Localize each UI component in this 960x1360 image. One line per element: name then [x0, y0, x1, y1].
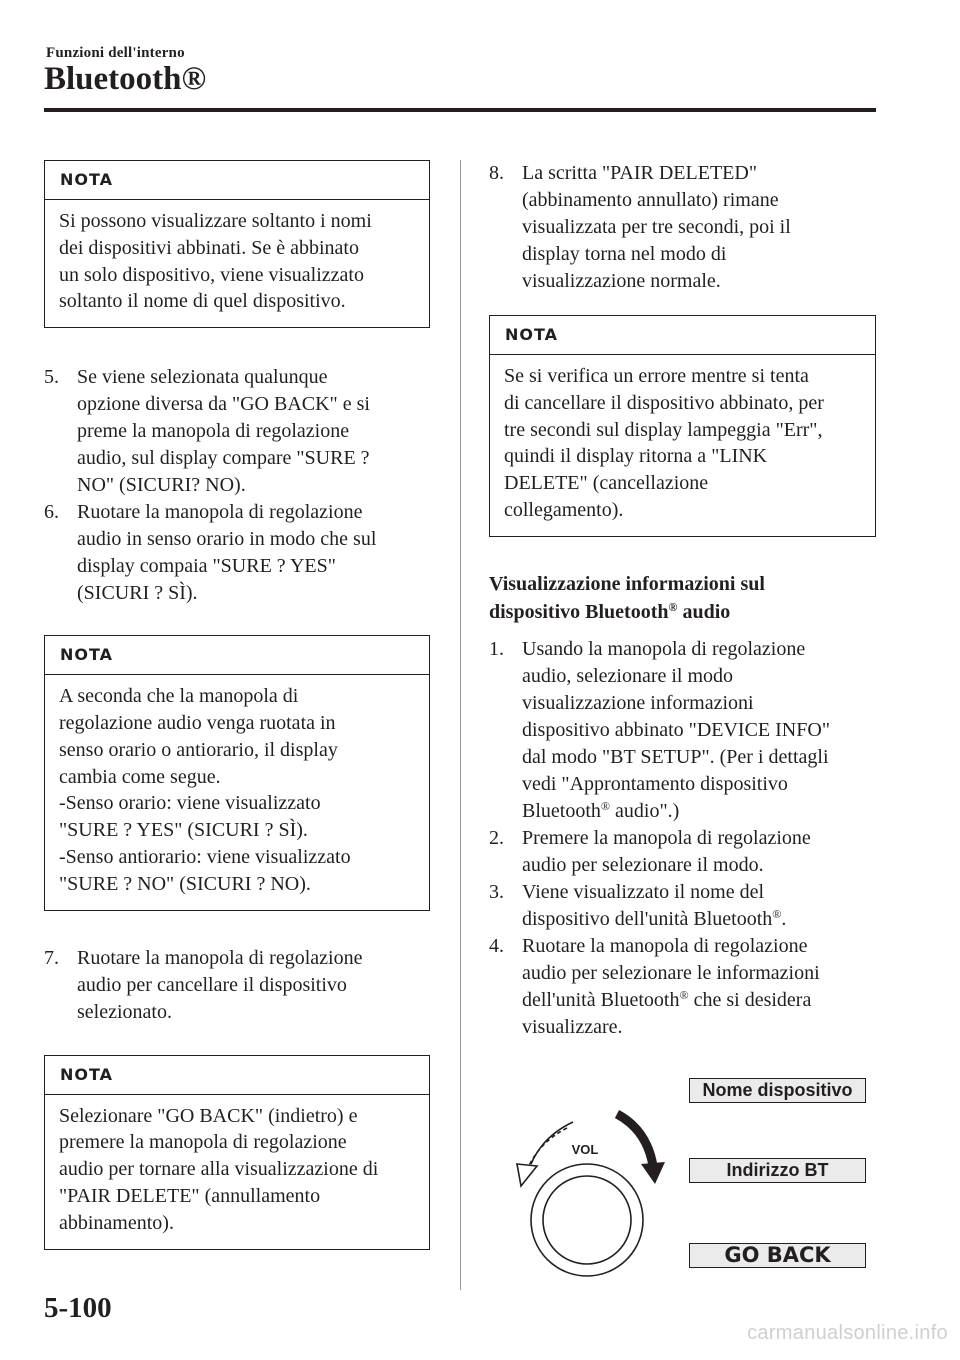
- step-line: Premere la manopola di regolazione: [522, 826, 811, 849]
- step-line: dispositivo abbinato "DEVICE INFO": [522, 718, 830, 741]
- note-line: DELETE" (cancellazione: [504, 472, 709, 495]
- note-line: senso orario o antiorario, il display: [59, 738, 338, 761]
- note-body: [490, 355, 875, 536]
- step-line: opzione diversa da "GO BACK" e si: [77, 393, 370, 416]
- step-line: audio, selezionare il modo: [522, 664, 734, 687]
- column-divider: [460, 160, 461, 1290]
- note-box: [44, 1055, 430, 1250]
- subheading-line: Visualizzazione informazioni sul: [489, 572, 765, 595]
- step-line: selezionato.: [77, 1000, 172, 1023]
- step-line: NO" (SICURI? NO).: [77, 474, 246, 497]
- subheading: [489, 570, 876, 626]
- note-line: premere la manopola di regolazione: [59, 1131, 347, 1154]
- display-bt-address: Indirizzo BT: [689, 1158, 866, 1183]
- note-line: tre secondi sul display lampeggia "Err",: [504, 418, 823, 441]
- note-line: dei dispositivi abbinati. Se è abbinato: [59, 236, 359, 259]
- step-number: 8.: [489, 162, 504, 184]
- display-go-back: GO BACK: [689, 1243, 866, 1268]
- ccw-arrowhead-icon: [517, 1164, 537, 1186]
- note-line: Selezionare "GO BACK" (indietro) e: [59, 1104, 358, 1127]
- note-heading: NOTA: [45, 636, 429, 675]
- step-line: visualizzata per tre secondi, poi il: [522, 216, 791, 238]
- left-column: [44, 160, 430, 1250]
- note-line: cambia come segue.: [59, 765, 221, 788]
- note-body: [45, 1095, 429, 1249]
- step-number: 6.: [44, 501, 59, 524]
- knob-inner-cap: [543, 1176, 631, 1264]
- note-heading: NOTA: [45, 161, 429, 200]
- note-line: audio per tornare alla visualizzazione di: [59, 1158, 379, 1181]
- note-line: regolazione audio venga ruotata in: [59, 711, 336, 734]
- step-list: [44, 364, 430, 607]
- step-line: dal modo "BT SETUP". (Per i dettagli: [522, 745, 829, 768]
- step-line: visualizzazione normale.: [522, 270, 721, 292]
- step-line: audio per cancellare il dispositivo: [77, 973, 347, 996]
- header-rule: [44, 108, 876, 112]
- note-line: collegamento).: [504, 498, 624, 521]
- step-8: [489, 160, 876, 295]
- note-heading: NOTA: [490, 316, 875, 355]
- vol-knob-drawing: [507, 1106, 667, 1286]
- display-device-name: Nome dispositivo: [689, 1078, 866, 1103]
- step-3: [489, 879, 876, 933]
- step-number: 4.: [489, 934, 504, 957]
- watermark: carmanualsonline.info: [747, 1322, 948, 1344]
- step-5: [44, 364, 430, 499]
- note-line: "SURE ? YES" (SICURI ? SÌ).: [59, 819, 308, 842]
- step-line: Viene visualizzato il nome del: [522, 880, 765, 903]
- step-number: 7.: [44, 946, 59, 969]
- step-line: audio in senso orario in modo che sul: [77, 528, 377, 551]
- note-line: A seconda che la manopola di: [59, 685, 299, 708]
- step-line: Bluetooth® audio".): [522, 798, 680, 822]
- note-box: [44, 635, 430, 910]
- step-line: (SICURI ? SÌ).: [77, 582, 198, 605]
- step-6: [44, 499, 430, 607]
- step-line: Ruotare la manopola di regolazione: [522, 934, 808, 957]
- note-line: -Senso orario: viene visualizzato: [59, 792, 321, 815]
- step-list: [489, 636, 876, 1041]
- step-line: visualizzazione informazioni: [522, 691, 754, 714]
- cw-arrow-icon: [617, 1114, 653, 1166]
- note-line: -Senso antiorario: viene visualizzato: [59, 845, 351, 868]
- step-line: audio, sul display compare "SURE ?: [77, 447, 370, 470]
- ccw-arrow-icon: [527, 1128, 567, 1170]
- step-line: display compaia "SURE ? YES": [77, 555, 336, 578]
- note-line: quindi il display ritorna a "LINK: [504, 445, 768, 468]
- page-number: 5-100: [44, 1292, 112, 1324]
- step-line: visualizzare.: [522, 1015, 623, 1038]
- note-line: "SURE ? NO" (SICURI ? NO).: [59, 872, 311, 895]
- step-number: 5.: [44, 366, 59, 389]
- step-2: [489, 825, 876, 879]
- note-body: [45, 200, 429, 327]
- step-4: [489, 933, 876, 1041]
- step-1: [489, 636, 876, 825]
- vol-knob: [507, 1106, 667, 1286]
- step-7: [44, 945, 430, 1026]
- step-line: vedi "Approntamento dispositivo: [522, 772, 788, 795]
- step-line: dell'unità Bluetooth® che si desidera: [522, 987, 812, 1011]
- step-line: dispositivo dell'unità Bluetooth®.: [522, 906, 787, 930]
- vol-label: VOL: [571, 1141, 599, 1157]
- step-number: 3.: [489, 880, 504, 903]
- step-line: Ruotare la manopola di regolazione: [77, 946, 363, 969]
- page-title: Bluetooth®: [44, 61, 207, 97]
- note-line: Si possono visualizzare soltanto i nomi: [59, 210, 372, 232]
- vol-knob-figure: [489, 1078, 876, 1278]
- note-box: [44, 160, 430, 328]
- note-body: [45, 675, 429, 909]
- step-number: 2.: [489, 826, 504, 849]
- note-line: Se si verifica un errore mentre si tenta: [504, 365, 809, 387]
- cw-arrowhead-icon: [641, 1162, 665, 1184]
- step-line: (abbinamento annullato) rimane: [522, 189, 779, 211]
- step-line: display torna nel modo di: [522, 243, 727, 265]
- step-number: 1.: [489, 637, 504, 660]
- right-column: [489, 160, 876, 1278]
- note-line: di cancellare il dispositivo abbinato, per: [504, 391, 824, 414]
- note-line: "PAIR DELETE" (annullamento: [59, 1184, 321, 1207]
- section-label: Funzioni dell'interno: [46, 45, 185, 61]
- note-box: [489, 315, 876, 537]
- step-line: Ruotare la manopola di regolazione: [77, 501, 363, 524]
- note-line: soltanto il nome di quel dispositivo.: [59, 290, 346, 313]
- note-heading: NOTA: [45, 1056, 429, 1095]
- step-list: [44, 945, 430, 1026]
- step-line: audio per selezionare le informazioni: [522, 961, 820, 984]
- step-line: Se viene selezionata qualunque: [77, 366, 328, 389]
- note-line: abbinamento).: [59, 1211, 174, 1234]
- step-line: audio per selezionare il modo.: [522, 853, 764, 876]
- step-list: [489, 160, 876, 295]
- subheading-line: dispositivo Bluetooth® audio: [489, 599, 731, 623]
- step-line: preme la manopola di regolazione: [77, 420, 350, 443]
- note-line: un solo dispositivo, viene visualizzato: [59, 263, 364, 286]
- step-line: La scritta "PAIR DELETED": [522, 162, 757, 184]
- step-line: Usando la manopola di regolazione: [522, 637, 806, 660]
